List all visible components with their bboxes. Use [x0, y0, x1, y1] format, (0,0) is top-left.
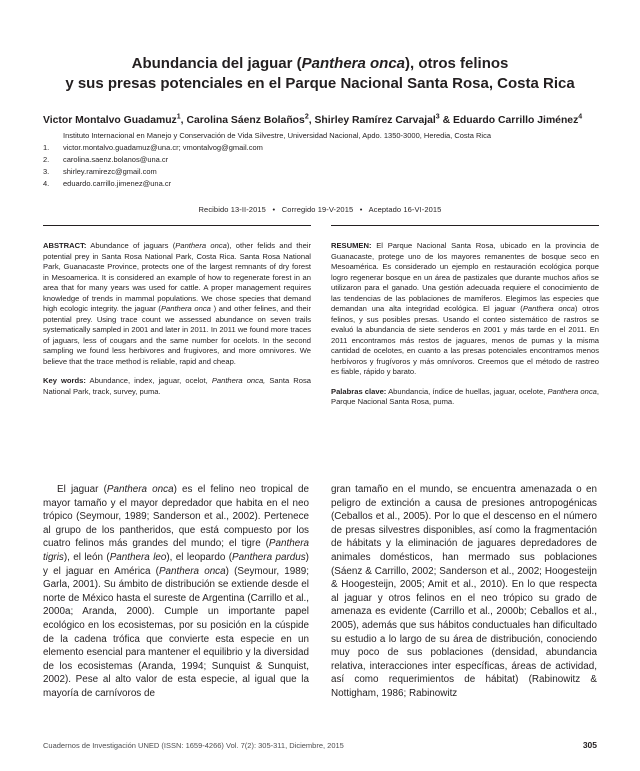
journal-footer: Cuadernos de Investigación UNED (ISSN: 1659-4266) Vol. 7(2): 305-311, Diciembre, 2015	[43, 741, 344, 750]
author-list	[43, 111, 603, 127]
author: Shirley Ramírez Carvajal$^3$ &	[314, 114, 453, 127]
email-list	[43, 142, 263, 190]
title-line-2: y sus presas potenciales en el Parque Nacional Santa Rosa, Costa Rica	[65, 75, 575, 92]
abstract-spanish	[331, 225, 599, 408]
abstract-text: ABSTRACT: Abundance of jaguars (Panthera onca), other felids and their potential prey in Santa Rosa National Park, Costa Rica. Santa Rosa National Park, Guanacaste Province, protects one of the largest remnants of dry forest in Mesoamerica. It is considered an example of how to regenerate forest in an area that for many years was used for cattle. A proper management requires knowledge of trends in mammal populations. We chose species that demand high ecologic integrity. the jaguar (Panthera onca ) and other felines, and their potential prey. Using trace count we assessed abundance on seven trails systematically sampled in 2001 and later in 2011. In 2011 we found more traces of jaguars, less of cougars and the same number for ocelots. In the second sampling we found less herbivores and frugivores, and more omnivores. We believe that the trace method is reliable, rapid and cheap.	[43, 241, 312, 366]
email-link[interactable]: shirley.ramirezc@gmail.com	[63, 167, 157, 176]
author: Carolina Sáenz Bolaños$^2$,	[186, 114, 315, 127]
body-paragraph: gran tamaño en el mundo, se encuentra amenazada o en peligro de extinción a causa de presiones antropogénicas (Ceballos et al., 2005). Por lo que el descenso en el número de presas silvestres disponibles, así como la fragmentación de hábitats y la eliminación de jaguares depredadores de animales domésticos, han mermado sus poblaciones (Sáenz & Carrillo, 2002; Sanderson et al., 2002; Hoogesteijn & Hoogesteijn, 2005; Amit et al., 2010). En lo que respecta al jaguar y otros felinos en el neo trópico su grado de amenaza es evidente (Carrillo et al., 2000b; Ceballos et al., 2005), además que sus hábitos conductuales han dificultado su estudio a lo largo de su área de distribución, conociendo muy poco de sus poblaciones (densidad, abundancia relativa, interacciones inter específicas, áreas de actividad, así como requerimientos de hábitat) (Rabinowitz & Nottigham, 1986; Rabinowitz	[331, 484, 597, 699]
abstract-text: RESUMEN: El Parque Nacional Santa Rosa, ubicado en la provincia de Guanacaste, protege uno de los mayores remanentes de bosque seco en Mesoamérica. Es considerado un ejemplo en restauración ecológica porque logro regenerar bosque en un área de pastizales que durante muchos años se utilizaron para el ganado. Una gestión adecuada requiere el conocimiento de las tendencias de las poblaciones de mamíferos. Elegimos las especies que demandan una alta integridad ecológica. El jaguar (Panthera onca) otros felinos, y sus posibles presas. Usando el conteo sistemático de rastros se evaluó la abundancia de siete senderos en 2001 y más tarde en el 2011. En 2011 encontramos más restos de jaguares, menos de pumas y la misma cantidad de ocelotes, en cuanto a las presas potenciales encontramos menos herbívoros y frugívoros y más omnívoros. Creemos que el método de rastreo es fiable, rápido y barato.	[331, 241, 599, 376]
submission-dates: Recibido 13-II-2015 • Corregido 19-V-2015 • Aceptado 16-VI-2015	[198, 205, 442, 214]
abstract-english	[43, 225, 311, 397]
keywords: Key words: Abundance, index, jaguar, ocelot, Panthera onca, Santa Rosa National Park, track, survey, puma.	[43, 376, 311, 396]
body-paragraph: El jaguar (Panthera onca) es el felino neo tropical de mayor tamaño y el mayor depredador que habita en el neo trópico (Seymour, 1989; Sanderson et al., 2002). Pertenece al grupo de los pantheridos, que está compuesto por los cuatro felinos más grandes del mundo; el tigre (Panthera tigris), el león (Panthera leo), el leopardo (Panthera pardus) y el jaguar en América (Panthera onca) (Seymour, 1989; Garla, 2001). Su ámbito de distribución se extiende desde el norte de México hasta el sureste de Argentina (Carrillo et al., 2000a; Aranda, 2000). Cumple un importante papel ecológico en los ecosistemas, por su posición en la cúspide de la cadena trófica que convierte esta especie en un elemento esencial para mantener el equilibrio y la diversidad de los ecosistemas (Aranda, 1994; Sunquist & Sunquist, 2002). Pese al alto valor de esta especie, al igual que la mayoría de carnívoros de	[43, 484, 309, 699]
body-column-left	[43, 483, 309, 701]
title-line-1: Abundancia del jaguar (Panthera onca), otros felinos	[131, 55, 509, 72]
article-title	[0, 54, 640, 94]
author: Victor Montalvo Guadamuz$^1$,	[43, 114, 187, 127]
email-row: 4. eduardo.carrillo.jimenez@una.cr	[43, 179, 172, 188]
keywords: Palabras clave: Abundancia, índice de huellas, jaguar, ocelote, Panthera onca, Parque Nacional Santa Rosa, puma.	[331, 386, 599, 406]
email-link[interactable]: victor.montalvo.guadamuz@una.cr; vmontalvog@gmail.com	[63, 143, 263, 152]
body-column-right	[331, 483, 597, 701]
email-link[interactable]: carolina.saenz.bolanos@una.cr	[63, 155, 169, 164]
page-number: 305	[582, 740, 597, 750]
email-row: 1. victor.montalvo.guadamuz@una.cr; vmontalvog@gmail.com	[43, 143, 263, 152]
author: Eduardo Carrillo Jiménez$^4$	[452, 114, 583, 127]
affiliation: Instituto Internacional en Manejo y Conservación de Vida Silvestre, Universidad Nacional, Apdo. 1350-3000, Heredia, Costa Rica	[63, 131, 492, 140]
email-row: 3. shirley.ramirezc@gmail.com	[43, 167, 157, 176]
email-row: 2. carolina.saenz.bolanos@una.cr	[43, 155, 169, 164]
email-link[interactable]: eduardo.carrillo.jimenez@una.cr	[63, 179, 172, 188]
